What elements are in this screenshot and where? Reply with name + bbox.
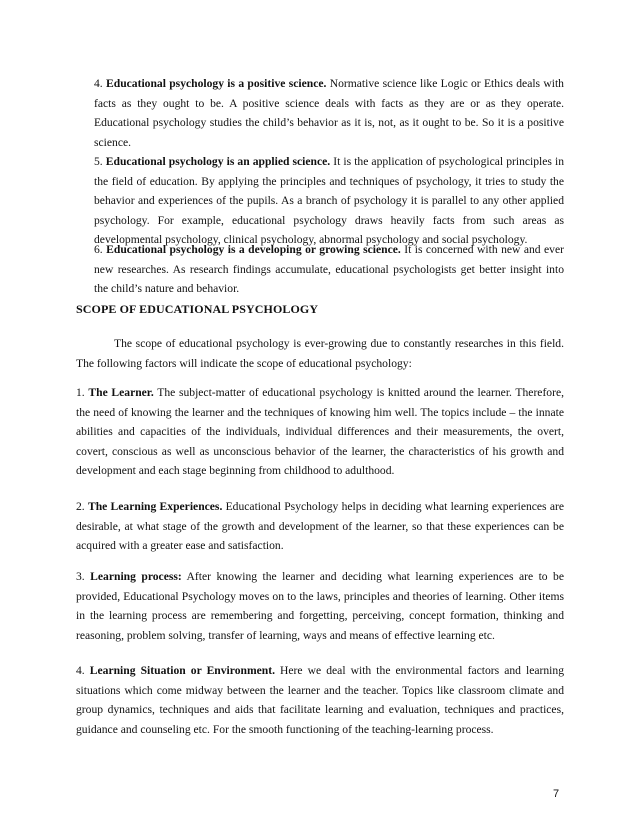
item-number: 4. [94, 77, 103, 90]
scope-title: The Learning Experiences. [87, 500, 223, 513]
item-text: It is the application of psychological principles in the field of education. By applying the principles and techniques of psychology, it tries to study the behavior and experiences of the pupils. As a branch of psychology it is parallel to any other applied psychology. For example, educational psychology draws heavily facts from such areas as developmental psychology, clinical psychology, abnormal psychology and social psychology. [94, 155, 564, 247]
scope-text: Educational Psychology helps in deciding what learning experiences are desirable, at what stage of the growth and development of the learner, so that these experiences can be acquired with a greater ease and satisfaction. [76, 500, 564, 553]
scope-text: The subject-matter of educational psychology is knitted around the learner. Therefore, the need of knowing the learner and the techniques of knowing him well. The topics include – the innate abilities and capacities of the individuals, individual differences and their measurements, the overt, covert, conscious as well as unconscious behavior of the learner, the characteristics of his growth and development and each stage beginning from childhood to adulthood. [76, 386, 565, 478]
scope-text: After knowing the learner and deciding what learning experiences are to be provided, Educational Psychology moves on to the laws, principles and theories of learning. Other items in the learning process are remembering and forgetting, perceiving, concept formation, thinking and reasoning, problem solving, transfer of learning, ways and means of effective learning etc. [76, 570, 564, 642]
scope-2 [76, 497, 564, 556]
item-4 [94, 74, 564, 152]
item-text: It is concerned with new and ever new researches. As research findings accumulate, educational psychologists get better insight into the child’s nature and behavior. [94, 243, 564, 296]
scope-1 [76, 383, 564, 481]
scope-text: Here we deal with the environmental factors and learning situations which come midway between the learner and the teacher. Topics like classroom climate and group dynamics, techniques and aids that facilitate learning and evaluation, techniques and practices, guidance and counseling etc. For the smooth functioning of the teaching-learning process. [76, 664, 564, 736]
scope-title: The Learner. [88, 386, 154, 399]
item-number: 5. [94, 155, 103, 168]
scope-number: 1. [76, 386, 85, 399]
scope-4 [76, 661, 564, 739]
intro-paragraph [76, 334, 564, 373]
scope-3 [76, 567, 564, 645]
scope-number: 3. [76, 570, 85, 583]
page-number: 7 [553, 788, 560, 800]
scope-number: 4. [76, 664, 85, 677]
item-title: Educational psychology is an applied science. [105, 155, 331, 168]
item-title: Educational psychology is a developing or growing science. [106, 243, 401, 256]
scope-number: 2. [76, 500, 85, 513]
item-number: 6. [94, 243, 103, 256]
item-title: Educational psychology is a positive science. [106, 77, 327, 90]
scope-title: Learning process: [90, 570, 182, 583]
item-6 [94, 240, 564, 299]
section-heading: SCOPE OF EDUCATIONAL PSYCHOLOGY [76, 302, 319, 316]
scope-title: Learning Situation or Environment. [89, 664, 275, 677]
item-5 [94, 152, 564, 250]
item-text: Normative science like Logic or Ethics deals with facts as they ought to be. A positive science deals with facts as they are or as they operate. Educational psychology studies the child’s behavior as it is, not, as it ought to be. So it is a positive science. [94, 77, 564, 149]
intro-text: The scope of educational psychology is ever-growing due to constantly researches in this field. The following factors will indicate the scope of educational psychology: [76, 337, 564, 370]
